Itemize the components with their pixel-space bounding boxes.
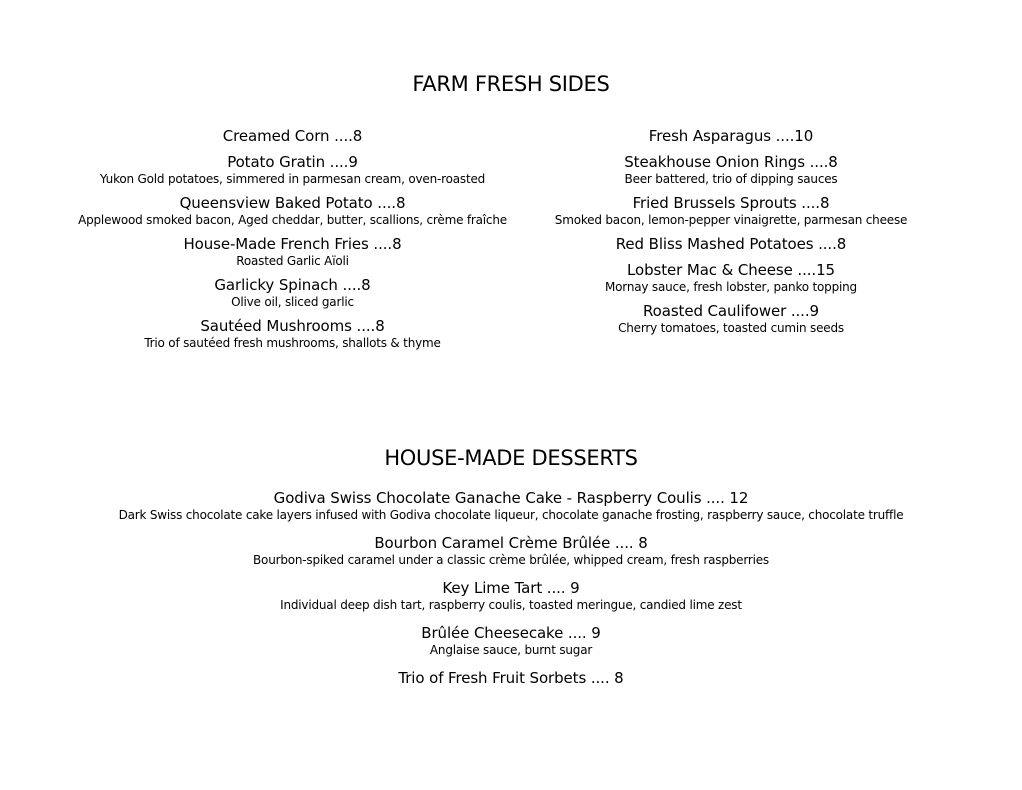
desserts-column <box>0 489 1022 699</box>
desserts-section-title: HOUSE-MADE DESSERTS <box>384 446 638 470</box>
menu-item <box>40 317 545 351</box>
menu-item <box>500 261 962 295</box>
menu-item-description: Applewood smoked bacon, Aged cheddar, butter, scallions, crème fraîche <box>78 213 507 227</box>
menu-item <box>0 489 1022 523</box>
menu-item-name: House-Made French Fries ....8 <box>183 235 402 253</box>
menu-item-name: Lobster Mac & Cheese ....15 <box>627 261 835 279</box>
menu-item-name: Key Lime Tart .... 9 <box>442 579 580 597</box>
menu-item-name: Brûlée Cheesecake .... 9 <box>421 624 601 642</box>
menu-item-description: Bourbon-spiked caramel under a classic crème brûlée, whipped cream, fresh raspberries <box>253 553 769 567</box>
menu-item-name: Queensview Baked Potato ....8 <box>179 194 406 212</box>
menu-item-name: Creamed Corn ....8 <box>222 127 363 145</box>
menu-item-description: Olive oil, sliced garlic <box>231 295 354 309</box>
menu-item <box>0 579 1022 613</box>
menu-item <box>500 235 962 254</box>
menu-item-name: Roasted Caulifower ....9 <box>643 302 819 320</box>
menu-item <box>40 235 545 269</box>
menu-item-description: Cherry tomatoes, toasted cumin seeds <box>618 321 844 335</box>
sides-right-column <box>500 127 962 343</box>
menu-item-description: Smoked bacon, lemon-pepper vinaigrette, parmesan cheese <box>554 213 908 227</box>
menu-item-name: Red Bliss Mashed Potatoes ....8 <box>615 235 847 253</box>
menu-item <box>40 153 545 187</box>
menu-item-name: Potato Gratin ....9 <box>227 153 358 171</box>
menu-item-description: Trio of sautéed fresh mushrooms, shallots & thyme <box>144 336 441 350</box>
menu-item-description: Dark Swiss chocolate cake layers infused with Godiva chocolate liqueur, chocolate ganache frosting, raspberry sauce, chocolate truffle <box>118 508 904 522</box>
menu-item <box>0 669 1022 688</box>
menu-item-name: Trio of Fresh Fruit Sorbets .... 8 <box>398 669 624 687</box>
menu-item <box>40 194 545 228</box>
menu-item <box>0 624 1022 658</box>
sides-section-title: FARM FRESH SIDES <box>412 72 610 96</box>
menu-item-name: Fresh Asparagus ....10 <box>648 127 814 145</box>
menu-item-name: Steakhouse Onion Rings ....8 <box>624 153 838 171</box>
menu-item-description: Yukon Gold potatoes, simmered in parmesan cream, oven-roasted <box>99 172 486 186</box>
menu-item <box>40 276 545 310</box>
menu-item <box>40 127 545 146</box>
menu-item <box>500 194 962 228</box>
menu-item-name: Garlicky Spinach ....8 <box>214 276 371 294</box>
menu-item-description: Roasted Garlic Aïoli <box>236 254 349 268</box>
menu-item-name: Sautéed Mushrooms ....8 <box>200 317 385 335</box>
menu-item <box>500 302 962 336</box>
menu-item <box>500 127 962 146</box>
menu-item <box>500 153 962 187</box>
menu-item-description: Beer battered, trio of dipping sauces <box>624 172 838 186</box>
sides-left-column <box>40 127 545 358</box>
menu-item-name: Fried Brussels Sprouts ....8 <box>632 194 830 212</box>
menu-item-name: Godiva Swiss Chocolate Ganache Cake - Raspberry Coulis .... 12 <box>273 489 749 507</box>
menu-item <box>0 534 1022 568</box>
menu-item-description: Mornay sauce, fresh lobster, panko topping <box>605 280 857 294</box>
menu-item-description: Individual deep dish tart, raspberry coulis, toasted meringue, candied lime zest <box>280 598 742 612</box>
menu-item-description: Anglaise sauce, burnt sugar <box>429 643 593 657</box>
menu-item-name: Bourbon Caramel Crème Brûlée .... 8 <box>374 534 648 552</box>
